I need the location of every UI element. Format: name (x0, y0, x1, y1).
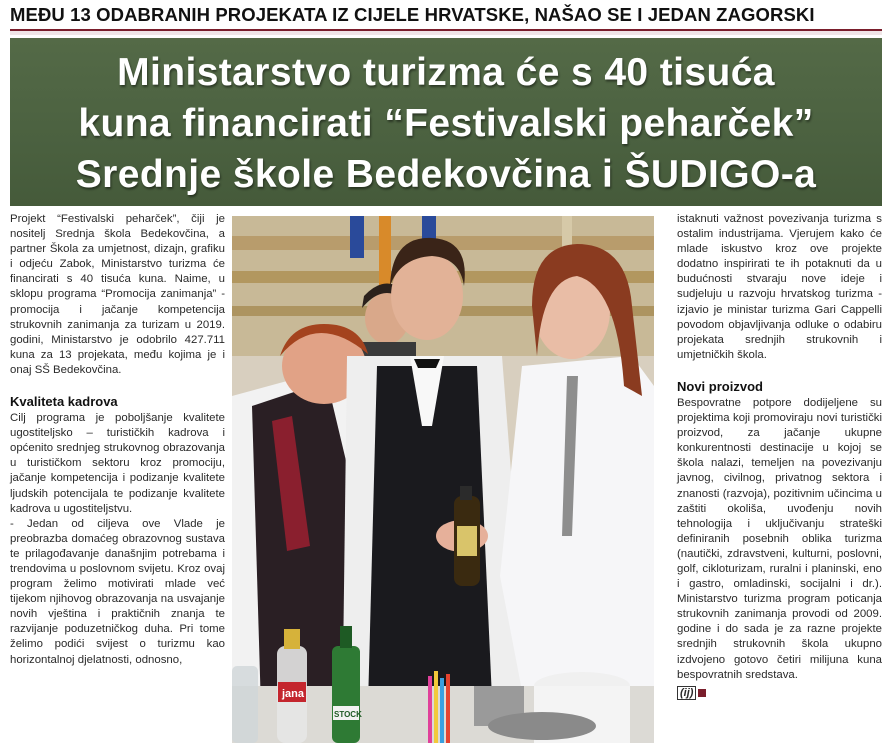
bottle-label-stock: STOCK (334, 710, 362, 719)
main-headline (24, 47, 868, 200)
headline-line-1: Ministarstvo turizma će s 40 tisuća (117, 51, 775, 94)
end-mark-icon (698, 689, 706, 697)
right-column (677, 212, 882, 701)
intro-paragraph: Projekt “Festivalski peharček”, čiji je nositelj Srednja škola Bedekovčina, a partner Škola za umjetnost, dizajn, grafiku i odjeću Zabok, Ministarstvo turizma će financirati s 40 tisuća kuna. Naime, u sklopu programa “Promocija zanimanja” - promocija i jačanje kompetencija strukovnih zanimanja za turizam u 2019. godini, Ministarstvo je odobrilo 427.711 kuna za 13 projekata, među kojima je i onaj SŠ Bedekovčina. (10, 213, 225, 376)
novi-proizvod-paragraph: Bespovratne potpore dodijeljene su projektima koji promoviraju novi turistički proizvod, za jačanje ukupne konkurentnosti destinacije u kojoj se škola nalazi, temeljen na povezivanju javnog, civilnog, privatnog sektora i znanosti (razvoja), pozitivnim učincima u zaštiti okoliša, uvođenju novih tehnologija i uključivanju strateški definiranih posebnih oblika turizma (nautički, zdravstveni, kulturni, poslovni, golf, cikloturizam, ruralni i planinski, eno i gastro, omladinski, socijalni i dr.). Ministarstvo turizma program poticanja strukovnih zanimanja provodi od 2009. godine i do sada je za razne projekte srednjih strukovnih škola ukupno izdvojeno gotovo četiri milijuna kuna bespovratnih sredstava. (677, 396, 882, 681)
section-heading-novi-proizvod: Novi proizvod (677, 378, 763, 394)
body-paragraph: Cilj programa je poboljšanje kvalitete ugostiteljsko – turističkih kadrova i općenito srednjeg strukovnog obrazovanja u turističkom sektoru kroz promociju, jačanje kompetencija i podizanje kvalitete ljudskih potencijala te podizanje kvalitete kadrova u ugostiteljstvu. (10, 412, 225, 515)
continuation-paragraph: istaknuti važnost povezivanja turizma s ostalim industrijama. Vjerujem kako će mlade iskustvo kroz ove projekte dodatno inspirirati te ih potaknuti da u budućnosti stvaraju nove ideje i sudjeluju u razvoju hrvatskog turizma - izjavio je ministar turizma Gari Cappelli povodom objavljivanja odluke o odabiru projekata srednjih strukovnih i umjetničkih škola. (677, 213, 882, 361)
headline-banner (10, 38, 882, 206)
signoff-initials: (ij) (677, 686, 696, 700)
kicker-headline: MEĐU 13 ODABRANIH PROJEKATA IZ CIJELE HRVATSKE, NAŠAO SE I JEDAN ZAGORSKI (10, 3, 882, 31)
kicker-divider (10, 31, 882, 35)
headline-line-2: kuna financirati “Festivalski peharček” (78, 102, 814, 145)
quote-paragraph: - Jedan od ciljeva ove Vlade je preobrazba domaćeg obrazovnog sustava te prilagođavanje današnjim potrebama i trendovima u poslovnom svijetu. Kroz ovaj program želimo motivirati mlade već tijekom njihovog obrazovanja na usvajanje novih vještina i praktičnih znanja te razvijanje poduzetničkog duha. Pri tome želimo podići svijest o turizmu kao horizontalnoj djelatnosti, odnosno, (10, 517, 225, 666)
section-heading-kvaliteta: Kvaliteta kadrova (10, 394, 118, 410)
bottle-label-jana: jana (282, 688, 305, 700)
headline-line-3: Srednje škole Bedekovčina i ŠUDIGO-a (75, 153, 817, 196)
author-signoff (677, 686, 882, 701)
article-photo (232, 216, 654, 743)
left-column (10, 212, 225, 683)
